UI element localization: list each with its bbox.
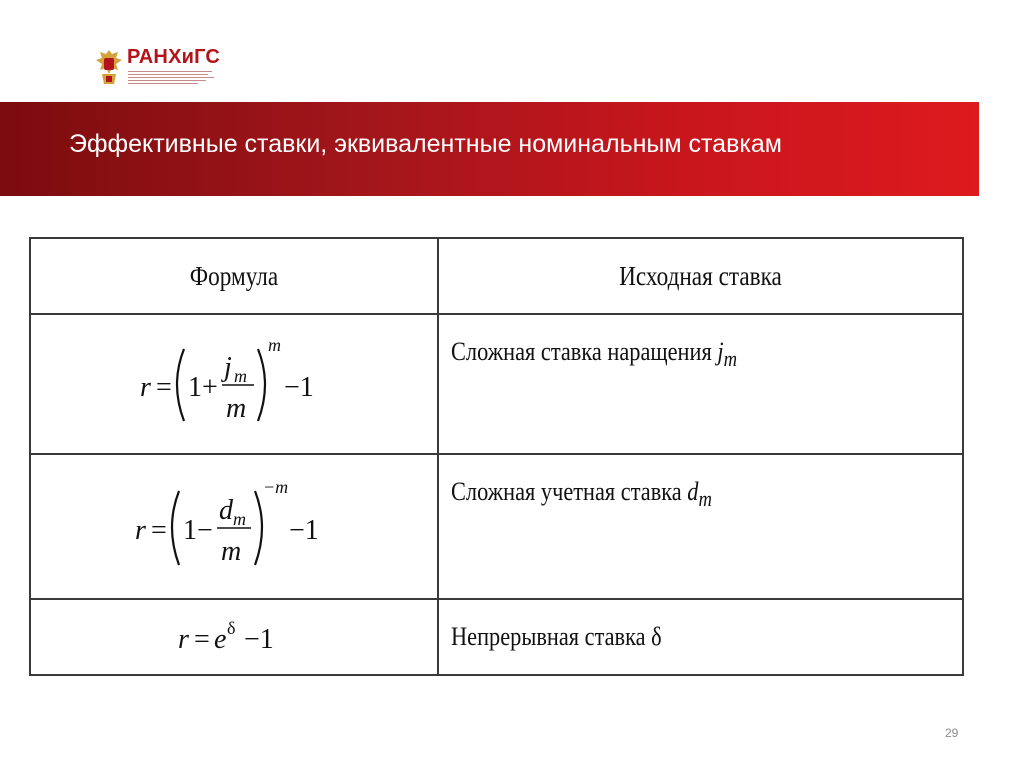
logo-text: РАНХиГС — [127, 46, 221, 68]
formula-cell — [30, 314, 438, 454]
logo-fine-print — [128, 71, 214, 87]
header-formula: Формула — [59, 238, 410, 314]
formula-op: = — [151, 515, 167, 546]
formula-sub: m — [233, 509, 246, 529]
slide-title: Эффективные ставки, эквивалентные номинальным ставкам — [69, 130, 782, 158]
formula-compound-accrual — [134, 329, 334, 439]
source-rate-cell: Сложная учетная ставка $d_m$ — [438, 454, 963, 599]
ranepa-logo — [94, 46, 224, 90]
table-row — [30, 599, 963, 675]
left-paren — [177, 349, 184, 421]
formula-op: − — [197, 515, 213, 546]
source-rate-cell: Непрерывная ставка δ — [438, 599, 963, 675]
formula-compound-discount — [129, 469, 339, 584]
formula-op: = — [156, 372, 172, 403]
formula-exp: −m — [263, 477, 289, 497]
rates-table — [29, 237, 964, 676]
formula-var: e — [214, 624, 227, 655]
formula-num: 1 — [183, 515, 197, 546]
formula-var: r — [140, 372, 151, 403]
table-row — [30, 454, 963, 599]
formula-continuous — [174, 612, 294, 662]
formula-exp: δ — [227, 618, 236, 638]
formula-cell — [30, 454, 438, 599]
formula-var: j — [224, 352, 232, 383]
right-paren — [258, 349, 265, 421]
formula-var: d — [219, 495, 233, 526]
table-header-row — [30, 238, 963, 314]
formula-var: r — [135, 515, 146, 546]
formula-op: + — [202, 372, 218, 403]
table-row — [30, 314, 963, 454]
formula-var: m — [221, 536, 242, 567]
formula-cell — [30, 599, 438, 675]
formula-sub: m — [234, 366, 247, 386]
formula-op: = — [194, 624, 210, 655]
formula-num: 1 — [188, 372, 202, 403]
formula-var: r — [178, 624, 189, 655]
source-rate-cell: Сложная ставка наращения $j_m$ — [438, 314, 963, 454]
eagle-emblem-icon — [94, 46, 124, 88]
left-paren — [172, 491, 179, 565]
formula-tail: −1 — [284, 372, 314, 403]
formula-tail: −1 — [244, 624, 274, 655]
header-source-rate: Исходная ставка — [475, 238, 927, 314]
formula-exp: m — [268, 335, 281, 355]
right-paren — [255, 491, 262, 565]
formula-var: m — [226, 393, 247, 424]
formula-tail: −1 — [289, 515, 319, 546]
page-number: 29 — [945, 726, 959, 740]
